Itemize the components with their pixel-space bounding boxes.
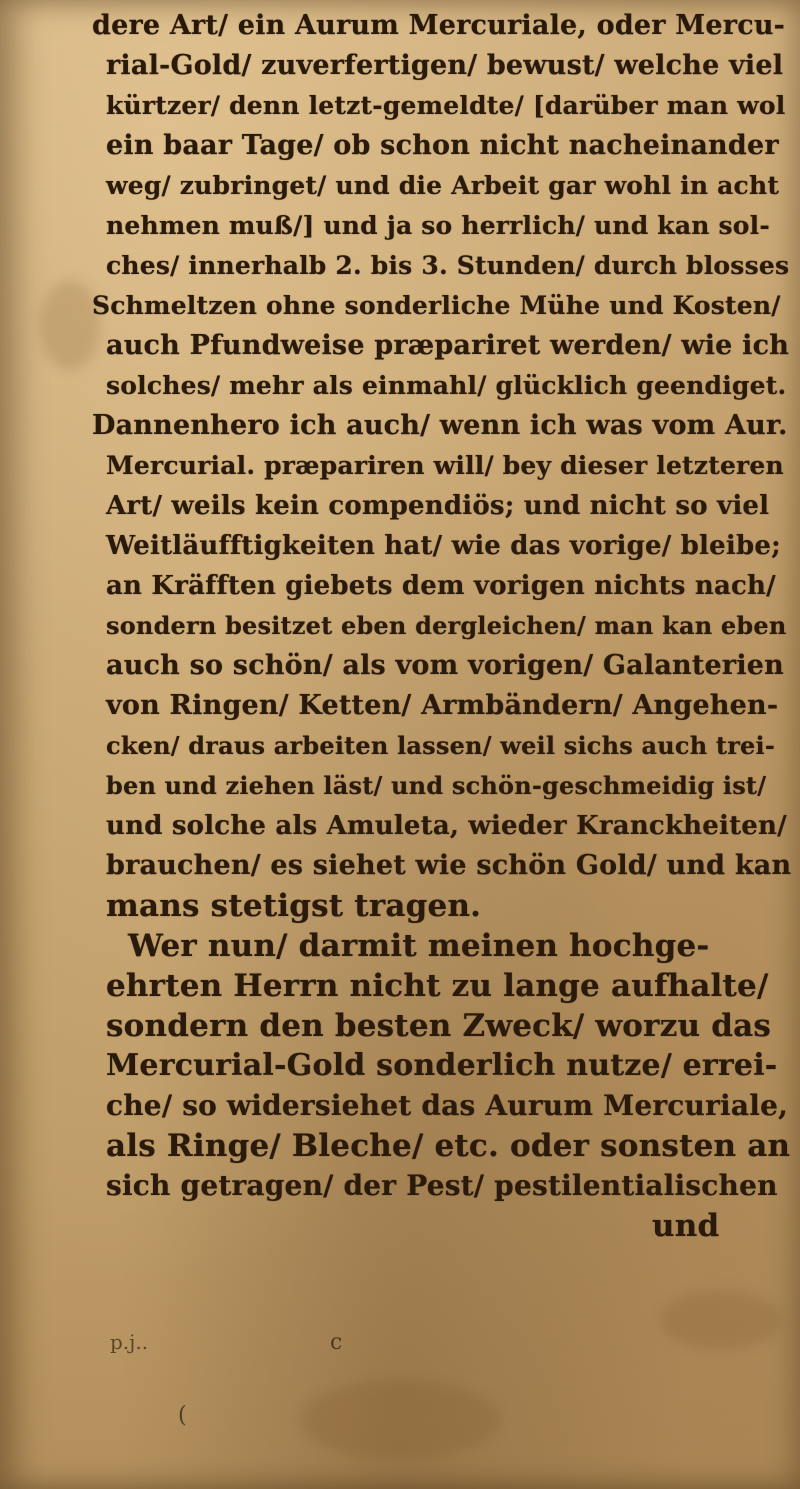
text-line: auch so schön/ als vom vorigen/ Galanterien [106,650,784,681]
text-line: brauchen/ es siehet wie schön Gold/ und kan [106,850,792,881]
text-line: Dannenhero ich auch/ wenn ich was vom Aur. [92,410,788,441]
text-line: Mercurial-Gold sonderlich nutze/ errei- [106,1048,778,1083]
text-line: sich getragen/ der Pest/ pestilentialischen [106,1169,778,1202]
text-line: Mercurial. præpariren will/ bey dieser letzteren [106,451,784,480]
text-line: von Ringen/ Ketten/ Armbändern/ Angehen- [106,690,779,721]
text-line: Schmeltzen ohne sonderliche Mühe und Kosten/ [92,291,781,320]
page-stain [660,1290,780,1350]
page-text [92,6,792,1246]
text-line: ehrten Herrn nicht zu lange aufhalte/ [106,968,769,1004]
text-line: solches/ mehr als einmahl/ glücklich geendiget. [106,371,787,400]
fragment-text: ( [178,1403,187,1428]
text-line: sondern besitzet eben dergleichen/ man kan eben [106,611,787,640]
catchword: und [652,1208,720,1244]
text-line: Weitläufftigkeiten hat/ wie das vorige/ bleibe; [106,531,781,561]
text-line: che/ so widersiehet das Aurum Mercuriale, [106,1089,789,1122]
text-line: kürtzer/ denn letzt-gemeldte/ [darüber man wol [106,91,786,120]
text-line: Art/ weils kein compendiös; und nicht so viel [106,491,770,521]
text-line: an Kräfften giebets dem vorigen nichts nach/ [106,571,776,601]
text-line: weg/ zubringet/ und die Arbeit gar wohl in acht [106,171,780,200]
fragment-text: c [330,1330,343,1355]
text-line: ein baar Tage/ ob schon nicht nacheinander [106,130,779,161]
text-line: rial-Gold/ zuverfertigen/ bewust/ welche viel [106,50,784,81]
fragment-text: p.j.. [110,1330,149,1354]
text-line: sondern den besten Zweck/ worzu das [106,1008,772,1044]
text-line: cken/ draus arbeiten lassen/ weil sichs auch trei- [106,731,776,760]
text-line: Wer nun/ darmit meinen hochge- [128,928,710,964]
text-line: ches/ innerhalb 2. bis 3. Stunden/ durch blosses [106,251,790,280]
text-line: auch Pfundweise præpariret werden/ wie ich [106,330,790,361]
text-line: als Ringe/ Bleche/ etc. oder sonsten an [106,1128,791,1164]
text-line: und solche als Amuleta, wieder Kranckheiten/ [106,811,787,841]
page-stain [40,280,100,370]
text-line: nehmen muß/] und ja so herrlich/ und kan sol- [106,211,770,240]
page-stain [300,1380,500,1460]
text-line: dere Art/ ein Aurum Mercuriale, oder Mercu- [92,10,786,41]
text-line: mans stetigst tragen. [106,888,482,924]
text-line: ben und ziehen läst/ und schön-geschmeidig ist/ [106,771,767,800]
